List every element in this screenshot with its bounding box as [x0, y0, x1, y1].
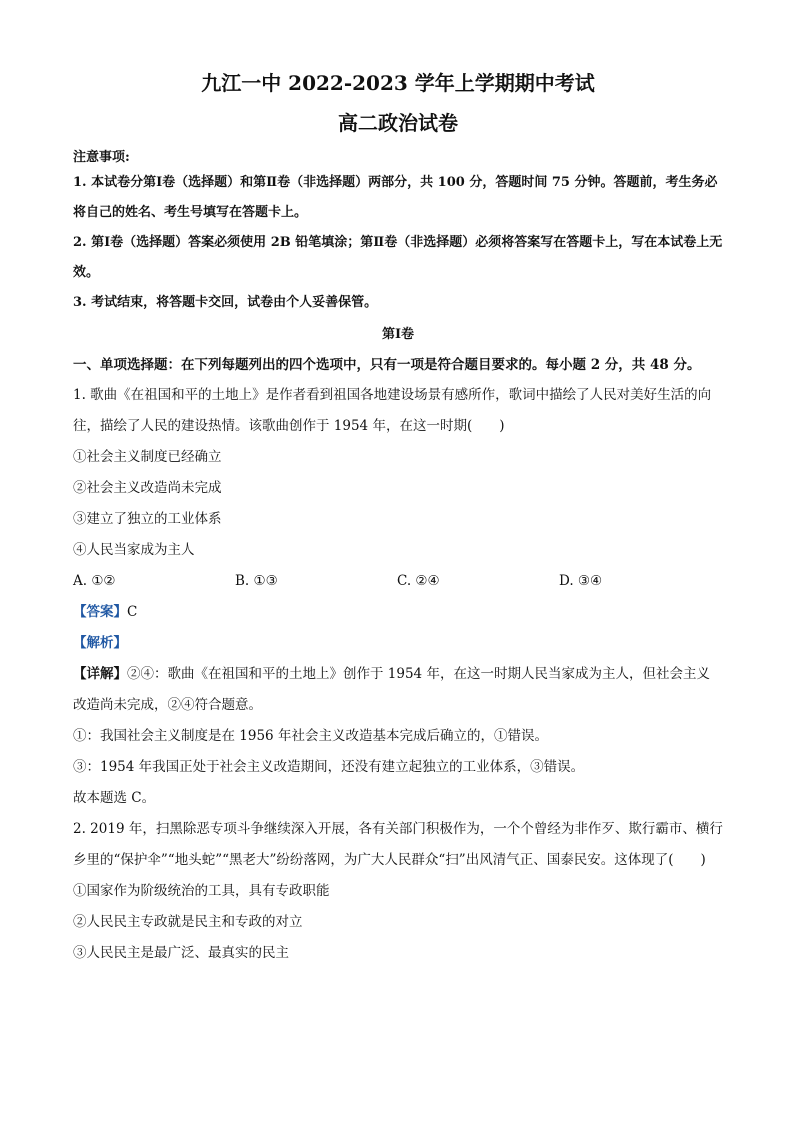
- q1-analysis-line-2: ③：1954 年我国正处于社会主义改造期间，还没有建立起独立的工业体系，③错误。: [73, 759, 585, 775]
- notes-label: 注意事项:: [73, 150, 130, 165]
- detail-text: ②④：歌曲《在祖国和平的土地上》创作于 1954 年，在这一时期人民当家成为主人，但社会主义改造尚未完成，②④符合题意。: [73, 666, 710, 713]
- q1-option-c: C. ②④: [397, 573, 440, 589]
- q1-analysis-line-1: ①：我国社会主义制度是在 1956 年社会主义改造基本完成后确立的，①错误。: [73, 728, 548, 744]
- note-item-3: 3. 考试结束，将答题卡交回，试卷由个人妥善保管。: [73, 295, 378, 310]
- q1-answer: [73, 597, 723, 628]
- exam-page: [73, 70, 723, 969]
- q2-stem: 2. 2019 年，扫黑除恶专项斗争继续深入开展，各有关部门积极作为，一个个曾经为非作歹、欺行霸市、横行乡里的“保护伞”“地头蛇”“黑老大”纷纷落网，为广大人民群众“扫”出风清气正、国泰民安。这体现了( ): [73, 821, 723, 868]
- exam-subtitle: 高二政治试卷: [338, 111, 458, 135]
- q1-stem: 1. 歌曲《在祖国和平的土地上》是作者看到祖国各地建设场景有感所作，歌词中描绘了人民对美好生活的向往，描绘了人民的建设热情。该歌曲创作于 1954 年，在这一时期( ): [73, 387, 712, 434]
- answer-value: C: [127, 604, 138, 620]
- q2-item-3: ③人民民主是最广泛、最真实的民主: [73, 945, 289, 961]
- part-heading: 第Ⅰ卷: [381, 327, 415, 342]
- question-1: [73, 380, 723, 814]
- q1-item-1: ①社会主义制度已经确立: [73, 449, 222, 465]
- q1-item-3: ③建立了独立的工业体系: [73, 511, 222, 527]
- detail-label: 【详解】: [73, 666, 127, 682]
- q1-options: [73, 566, 723, 597]
- q2-item-2: ②人民民主专政就是民主和专政的对立: [73, 914, 303, 930]
- answer-label: 【答案】: [73, 604, 127, 620]
- q1-detail: [73, 659, 723, 721]
- q1-conclusion: 故本题选 C。: [73, 790, 156, 806]
- analysis-label: 【解析】: [73, 635, 127, 651]
- q1-option-d: D. ③④: [559, 573, 603, 589]
- q1-option-b: B. ①③: [235, 573, 278, 589]
- notes-section: [73, 148, 723, 318]
- section-heading: 一、单项选择题：在下列每题列出的四个选项中，只有一项是符合题目要求的。每小题 2 分，共 48 分。: [73, 357, 701, 373]
- exam-title: 九江一中 2022-2023 学年上学期期中考试: [201, 71, 595, 95]
- q1-option-a: A. ①②: [73, 573, 116, 589]
- q1-item-4: ④人民当家成为主人: [73, 542, 195, 558]
- note-item-2: 2. 第Ⅰ卷（选择题）答案必须使用 2B 铅笔填涂；第Ⅱ卷（非选择题）必须将答案写在答题卡上，写在本试卷上无效。: [73, 235, 723, 280]
- q2-item-1: ①国家作为阶级统治的工具，具有专政职能: [73, 883, 330, 899]
- question-2: [73, 814, 723, 969]
- note-item-1: 1. 本试卷分第Ⅰ卷（选择题）和第Ⅱ卷（非选择题）两部分，共 100 分，答题时间 75 分钟。答题前，考生务必将自己的姓名、考生号填写在答题卡上。: [73, 175, 718, 220]
- q1-item-2: ②社会主义改造尚未完成: [73, 480, 222, 496]
